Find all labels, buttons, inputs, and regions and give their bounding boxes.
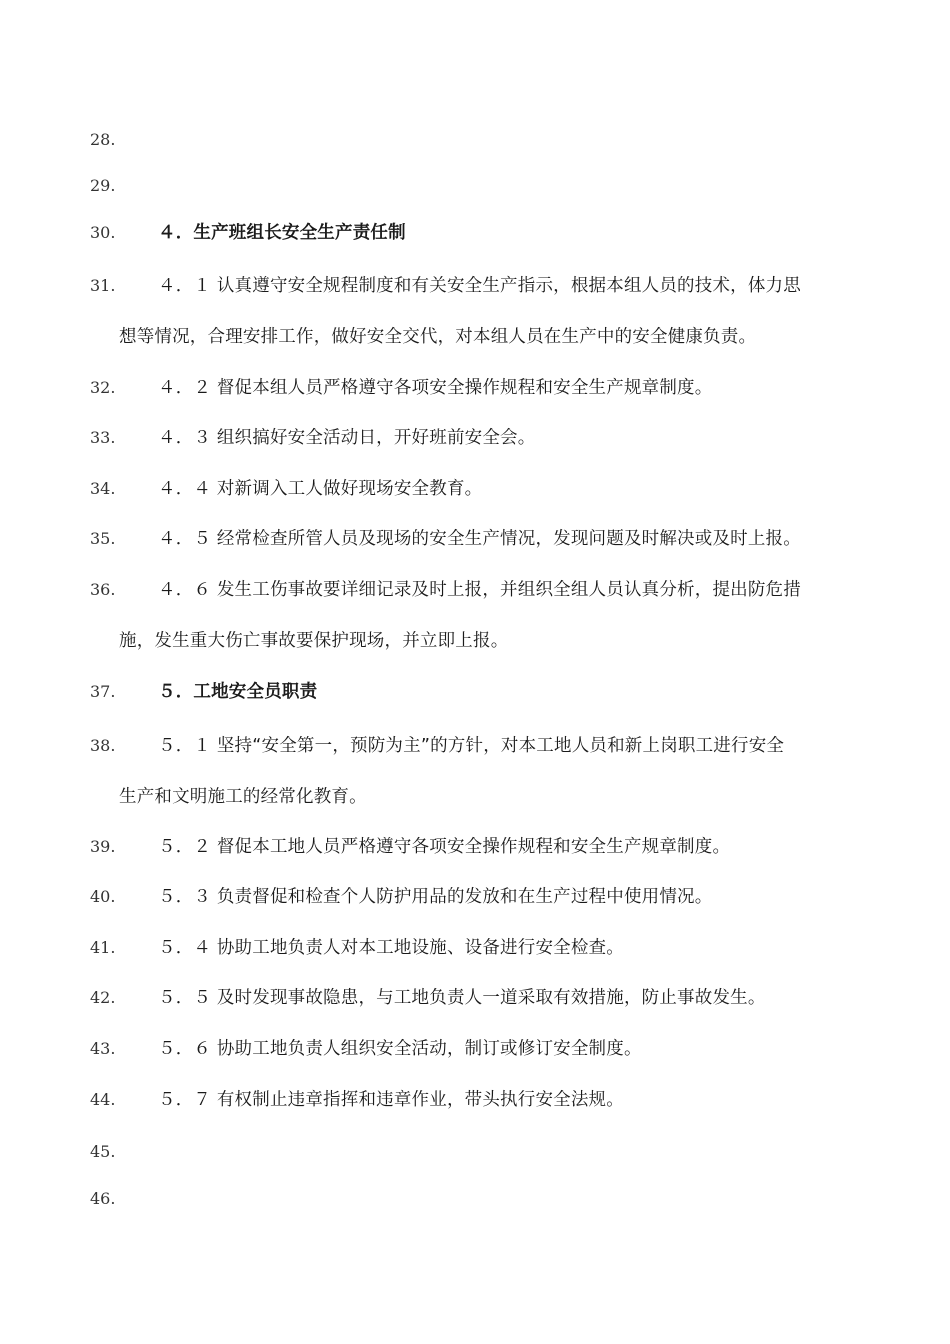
clause-text: ５．３ 负责督促和检查个人防护用品的发放和在生产过程中使用情况。 [158,887,713,907]
section-heading: ５．工地安全员职责 [158,682,318,702]
section-heading: ４．生产班组长安全生产责任制 [158,223,406,243]
line-number: 35. [90,529,116,548]
line-number: 44. [90,1090,116,1109]
clause-text: ５．４ 协助工地负责人对本工地设施、设备进行安全检查。 [158,938,624,958]
document-line [0,126,950,156]
line-number: 41. [90,938,116,957]
document-line [0,172,950,202]
clause-text-continuation: 生产和文明施工的经常化教育。 [119,787,367,807]
line-number: 30. [90,223,116,242]
line-number: 32. [90,378,116,397]
line-number: 45. [90,1142,116,1161]
clause-text-continuation: 想等情况，合理安排工作，做好安全交代，对本组人员在生产中的安全健康负责。 [119,327,757,347]
line-number: 29. [90,176,116,195]
document-line [0,219,950,249]
clause-text: ４．４ 对新调入工人做好现场安全教育。 [158,479,483,499]
document-line [0,833,950,863]
document-line [0,883,950,913]
line-number: 42. [90,988,116,1007]
document-line [0,1138,950,1168]
document-line [0,576,950,606]
line-number: 28. [90,130,116,149]
document-line [0,272,950,302]
document-line [0,732,950,762]
line-number: 46. [90,1189,116,1208]
document-line [0,984,950,1014]
clause-text: ４．３ 组织搞好安全活动日，开好班前安全会。 [158,428,536,448]
line-number: 38. [90,736,116,755]
document-line [0,934,950,964]
clause-text: ４．６ 发生工伤事故要详细记录及时上报，并组织全组人员认真分析，提出防危措 [158,580,801,600]
line-number: 37. [90,682,116,701]
document-line-continuation [0,627,950,657]
document-line [0,374,950,404]
clause-text: ５．６ 协助工地负责人组织安全活动，制订或修订安全制度。 [158,1039,642,1059]
line-number: 36. [90,580,116,599]
line-number: 33. [90,428,116,447]
clause-text: ４．５ 经常检查所管人员及现场的安全生产情况，发现问题及时解决或及时上报。 [158,529,801,549]
clause-text: ５．７ 有权制止违章指挥和违章作业，带头执行安全法规。 [158,1090,624,1110]
document-line [0,475,950,505]
document-line [0,678,950,708]
line-number: 43. [90,1039,116,1058]
document-line-continuation [0,323,950,353]
clause-text: ５．２ 督促本工地人员严格遵守各项安全操作规程和安全生产规章制度。 [158,837,731,857]
line-number: 39. [90,837,116,856]
clause-text: ５．１ 坚持“安全第一，预防为主”的方针，对本工地人员和新上岗职工进行安全 [158,736,785,756]
line-number: 31. [90,276,116,295]
document-line [0,525,950,555]
clause-text: ５．５ 及时发现事故隐患，与工地负责人一道采取有效措施，防止事故发生。 [158,988,766,1008]
document-line [0,424,950,454]
line-number: 34. [90,479,116,498]
document-line-continuation [0,783,950,813]
document-line [0,1185,950,1215]
document-line [0,1086,950,1116]
document-line [0,1035,950,1065]
line-number: 40. [90,887,116,906]
clause-text-continuation: 施，发生重大伤亡事故要保护现场，并立即上报。 [119,631,509,651]
clause-text: ４．２ 督促本组人员严格遵守各项安全操作规程和安全生产规章制度。 [158,378,713,398]
clause-text: ４．１ 认真遵守安全规程制度和有关安全生产指示，根据本组人员的技术，体力思 [158,276,801,296]
